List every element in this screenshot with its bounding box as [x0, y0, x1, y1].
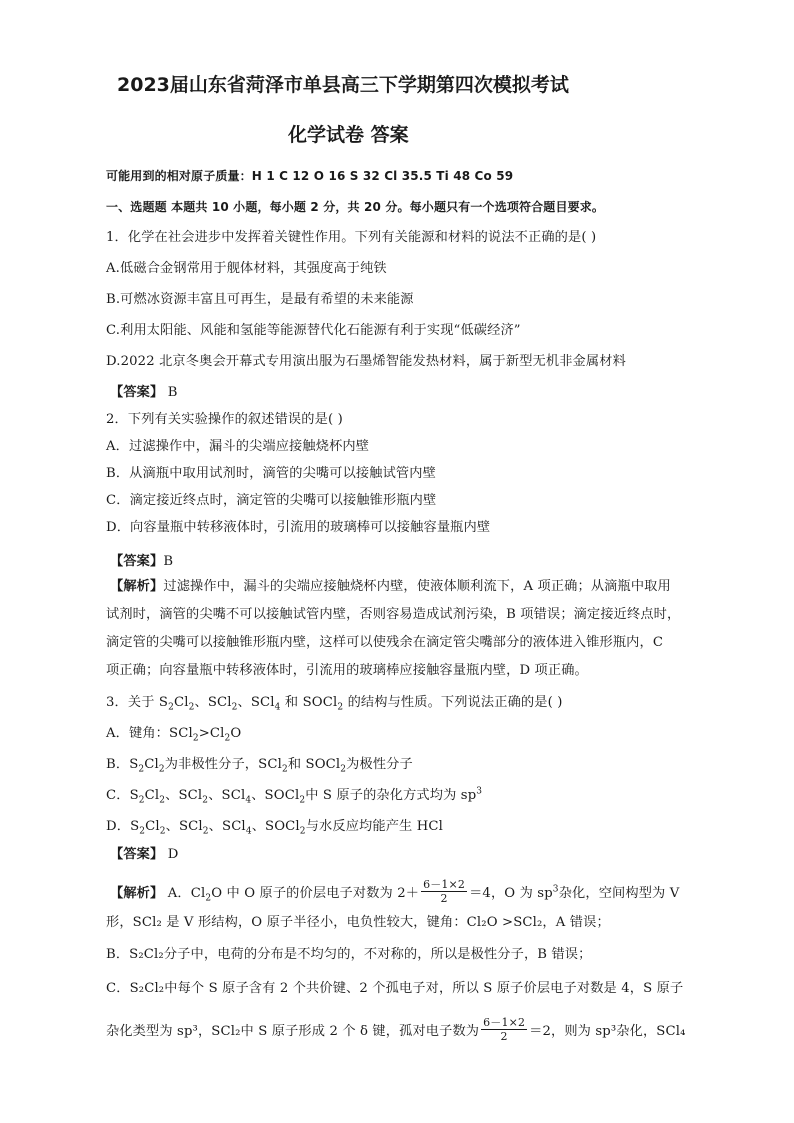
q3-option-d: D．$S_2Cl_2$、SCl$_2$、SCl$_4$、SOCl$_2$与水反应均能产生 HCl: [106, 819, 443, 837]
q1-option-a: A.低磁合金钢常用于舰体材料，其强度高于纯铁: [106, 261, 387, 276]
q1-option-b: B.可燃冰资源丰富且可再生，是最有希望的未来能源: [106, 292, 414, 307]
q2-analysis-label: 【解析】: [110, 579, 164, 594]
q2-option-c: C．滴定接近终点时，滴定管的尖嘴可以接触锥形瓶内壁: [106, 493, 437, 508]
q3-analysis-label: 【解析】: [110, 886, 164, 901]
fraction-2: $\frac{6-1\times 2}{2}$: [483, 1016, 526, 1043]
q2-analysis-line-4: 项正确；向容量瓶中转移液体时，引流用的玻璃棒应接触容量瓶内壁，D 项正确。: [106, 663, 588, 678]
q1-option-c: C.利用太阳能、风能和氢能等能源替代化石能源有利于实现“低碳经济”: [106, 323, 521, 338]
q1-option-d: D.2022 北京冬奥会开幕式专用演出服为石墨烯智能发热材料，属于新型无机非金属材料: [106, 354, 626, 369]
q3-analysis-line-3: B．S₂Cl₂分子中，电荷的分布是不均匀的，不对称的，所以是极性分子，B 错误；: [106, 947, 592, 962]
q3-option-a: A．键角：$SCl_2>Cl_2O$: [106, 726, 242, 744]
q2-answer-label: 【答案】: [110, 554, 164, 569]
q3-answer-value: D: [167, 847, 179, 862]
q2-analysis-line-2: 试剂时，滴管的尖嘴不可以接触试管内壁，否则容易造成试剂污染，B 项错误；滴定接近终点时，: [106, 607, 681, 622]
q2-analysis-line-3: 滴定管的尖嘴可以接触锥形瓶内壁，这样可以使残余在滴定管尖嘴部分的液体进入锥形瓶内，C: [106, 635, 664, 650]
q2-stem: 2．下列有关实验操作的叙述错误的是( ): [106, 412, 343, 427]
q3-analysis-line-1: 【解析】 A．$Cl_2O$ 中 O 原子的价层电子对数为 2＋ $\frac{6-1\times 2}{2}$ ＝4，O 为 $sp^3$杂化，空间构型为 V: [110, 878, 680, 905]
exam-subtitle: 化学试卷 答案: [288, 124, 409, 146]
q2-analysis-line-1: [110, 578, 700, 596]
q1-stem: 1．化学在社会进步中发挥着关键性作用。下列有关能源和材料的说法不正确的是( ): [106, 230, 597, 245]
q2-option-a: A．过滤操作中，漏斗的尖端应接触烧杯内壁: [106, 439, 370, 454]
q2-answer-value: B: [163, 554, 174, 569]
q3-analysis-line-5: 杂化类型为 sp³，SCl₂中 S 原子形成 2 个 δ 键，孤对电子数为 $\frac{6-1\times 2}{2}$ ＝2，则为 sp³杂化，SCl₄: [106, 1016, 686, 1043]
q3-answer: [110, 846, 700, 864]
exam-title: 2023届山东省菏泽市单县高三下学期第四次模拟考试: [117, 74, 569, 96]
q3-stem: 3．关于 $S_2Cl_2$、SCl$_2$、SCl$_4$ 和 SOCl$_2$ 的结构与性质。下列说法正确的是( ): [106, 695, 563, 713]
q3-analysis-line-4: C．S₂Cl₂中每个 S 原子含有 2 个共价键、2 个孤电子对，所以 S 原子价层电子对数是 4，S 原子: [106, 981, 684, 996]
q3-option-c: C．$S_2Cl_2$、SCl$_2$、SCl$_4$、SOCl$_2$中 S 原子的杂化方式均为 $sp^3$: [106, 786, 483, 806]
q3-answer-label: 【答案】: [110, 847, 164, 862]
q2-answer: [110, 553, 700, 571]
q1-answer: [110, 384, 700, 402]
section-header: 一、选题题 本题共 10 小题，每小题 2 分，共 20 分。每小题只有一个选项符合题目要求。: [106, 200, 605, 214]
q2-option-d: D．向容量瓶中转移液体时，引流用的玻璃棒可以接触容量瓶内壁: [106, 520, 491, 535]
q2-option-b: B．从滴瓶中取用试剂时，滴管的尖嘴可以接触试管内壁: [106, 466, 436, 481]
fraction: $\frac{6-1\times 2}{2}$: [423, 878, 466, 905]
q1-answer-label: 【答案】: [110, 385, 164, 400]
q2-analysis-text-1: 过滤操作中，漏斗的尖端应接触烧杯内壁，使液体顺利流下，A 项正确；从滴瓶中取用: [163, 579, 671, 594]
q3-analysis-line-2: 形，SCl₂ 是 V 形结构，O 原子半径小，电负性较大，键角：Cl₂O >SCl₂，A 错误；: [106, 915, 610, 930]
q1-answer-value: B: [167, 385, 178, 400]
atomic-masses: 可能用到的相对原子质量：H 1 C 12 O 16 S 32 Cl 35.5 Ti 48 Co 59: [106, 169, 514, 183]
q3-option-b: B．$S_2Cl_2$为非极性分子，SCl$_2$和 SOCl$_2$为极性分子: [106, 757, 413, 775]
